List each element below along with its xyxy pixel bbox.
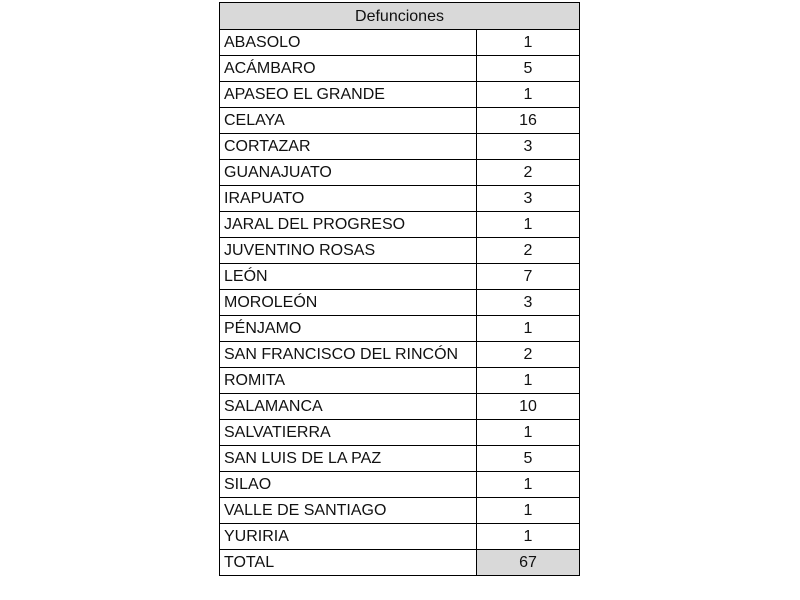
defunciones-cell: 10 <box>477 394 580 420</box>
defunciones-cell: 2 <box>477 160 580 186</box>
municipio-cell: YURIRIA <box>220 524 477 550</box>
defunciones-cell: 1 <box>477 368 580 394</box>
defunciones-cell: 16 <box>477 108 580 134</box>
table-row <box>220 368 580 394</box>
municipio-cell: CORTAZAR <box>220 134 477 160</box>
table-row <box>220 134 580 160</box>
defunciones-cell: 1 <box>477 212 580 238</box>
table-row <box>220 394 580 420</box>
table-row <box>220 160 580 186</box>
table-row <box>220 524 580 550</box>
municipio-cell: CELAYA <box>220 108 477 134</box>
municipio-cell: PÉNJAMO <box>220 316 477 342</box>
defunciones-cell: 3 <box>477 186 580 212</box>
municipio-cell: IRAPUATO <box>220 186 477 212</box>
total-row <box>220 550 580 576</box>
municipio-cell: JARAL DEL PROGRESO <box>220 212 477 238</box>
table-row <box>220 420 580 446</box>
defunciones-cell: 1 <box>477 316 580 342</box>
defunciones-cell: 1 <box>477 524 580 550</box>
defunciones-cell: 1 <box>477 472 580 498</box>
municipio-cell: SALAMANCA <box>220 394 477 420</box>
table-row <box>220 30 580 56</box>
total-label: TOTAL <box>220 550 477 576</box>
table-row <box>220 342 580 368</box>
defunciones-cell: 5 <box>477 446 580 472</box>
table-row <box>220 264 580 290</box>
municipio-cell: MOROLEÓN <box>220 290 477 316</box>
municipio-cell: ACÁMBARO <box>220 56 477 82</box>
municipio-cell: SALVATIERRA <box>220 420 477 446</box>
table-row <box>220 498 580 524</box>
table-row <box>220 316 580 342</box>
header-row <box>220 3 580 30</box>
municipio-cell: LEÓN <box>220 264 477 290</box>
defunciones-cell: 1 <box>477 82 580 108</box>
municipio-cell: ROMITA <box>220 368 477 394</box>
defunciones-cell: 2 <box>477 238 580 264</box>
table-row <box>220 82 580 108</box>
municipio-cell: GUANAJUATO <box>220 160 477 186</box>
municipio-cell: VALLE DE SANTIAGO <box>220 498 477 524</box>
municipio-cell: APASEO EL GRANDE <box>220 82 477 108</box>
defunciones-cell: 7 <box>477 264 580 290</box>
defunciones-table <box>219 2 580 576</box>
table-row <box>220 446 580 472</box>
municipio-cell: SILAO <box>220 472 477 498</box>
table-body <box>220 30 580 576</box>
defunciones-cell: 3 <box>477 290 580 316</box>
municipio-cell: ABASOLO <box>220 30 477 56</box>
table-row <box>220 186 580 212</box>
total-value: 67 <box>477 550 580 576</box>
table-row <box>220 238 580 264</box>
municipio-cell: SAN LUIS DE LA PAZ <box>220 446 477 472</box>
municipio-cell: JUVENTINO ROSAS <box>220 238 477 264</box>
defunciones-cell: 5 <box>477 56 580 82</box>
table-row <box>220 212 580 238</box>
table-row <box>220 472 580 498</box>
defunciones-cell: 1 <box>477 30 580 56</box>
municipio-cell: SAN FRANCISCO DEL RINCÓN <box>220 342 477 368</box>
table-row <box>220 56 580 82</box>
table-row <box>220 290 580 316</box>
defunciones-cell: 1 <box>477 498 580 524</box>
defunciones-header: Defunciones <box>220 3 580 30</box>
defunciones-cell: 2 <box>477 342 580 368</box>
defunciones-cell: 1 <box>477 420 580 446</box>
defunciones-cell: 3 <box>477 134 580 160</box>
table-row <box>220 108 580 134</box>
